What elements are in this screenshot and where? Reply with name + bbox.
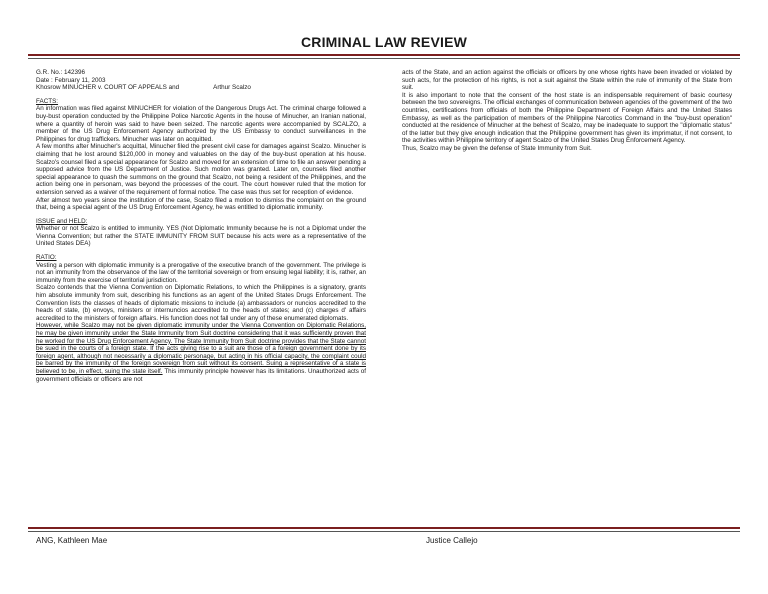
header-rule-thin bbox=[28, 58, 740, 59]
ratio-continuation: This immunity principle however has its limitations. Unauthorized acts of government officials or officers are not bbox=[36, 367, 366, 383]
header-rule bbox=[28, 54, 740, 56]
footer-justice: Justice Callejo bbox=[426, 536, 478, 545]
facts-paragraph: After almost two years since the institution of the case, Scalzo filed a motion to dismiss the complaint on the ground that, being a special agent of the US Drug Enforcement Agency, he was entitled to diplomatic immunity. bbox=[36, 196, 366, 212]
footer-rule-thin bbox=[28, 531, 740, 532]
party-respondent: Arthur Scalzo bbox=[213, 84, 251, 92]
left-column bbox=[36, 69, 366, 383]
underlined-holding: However, while Scalzo may not be given diplomatic immunity under the Vienna Convention on Diplomatic Relations, he may be given immunity under the State Immunity from Suit doctrine considering that it was sufficiently proven that he worked for the US Drug Enforcement Agency. The State Immunity from Suit doctrine provides that the State cannot be sued in the courts of a foreign state. If the acts giving rise to a suit are those of a foreign government done by its foreign agent, although not necessarily a diplomatic personage, but acting in his official capacity, the complaint could be barred by the immunity of the foreign sovereign from suit without its consent. Suing a representative of a state is believed to be, in effect, suing the state itself. bbox=[36, 322, 366, 375]
facts-paragraph: An information was filed against MINUCHER for violation of the Dangerous Drugs Act. The criminal charge followed a buy-bust operation conducted by the Philippine Police Narcotic Agents in the house of Minucher, an Iranian national, where a quantity of heroin was said to have been seized. The narcotic agents were accompanied by SCALZO, a member of the US Drug Enforcement Agency authorized by the US Embassy to conduct surveillances in the Philippines for drug traffickers. Minucher was later on acquitted. bbox=[36, 105, 366, 143]
ratio-paragraph: Vesting a person with diplomatic immunity is a prerogative of the executive branch of the government. The privilege is not an immunity from the observance of the law of the territorial sovereign or from ensuing legal liability; it is, rather, an immunity from the exercise of territorial jurisdiction. bbox=[36, 261, 366, 284]
document-title: CRIMINAL LAW REVIEW bbox=[300, 34, 468, 50]
right-paragraph: Thus, Scalzo may be given the defense of State Immunity from Suit. bbox=[402, 144, 592, 152]
issue-heading: ISSUE and HELD: bbox=[36, 217, 88, 225]
right-paragraph: It is also important to note that the consent of the host state is an indispensable requirement of basic courtesy between the two sovereigns. The official exchanges of communication between agencies of the government of the two countries, certifications from officials of both the Philippine Department of Foreign Affairs and the United States Embassy, as well as the participation of members of the Philippine Narcotics Command in the "buy-bust operation" conducted at the residence of Minucher at the behest of Scalzo, may be inadequate to support the "diplomatic status" of the latter but they give enough indication that the Philippine government has given its imprimatur, if not consent, to the activities within Philippine territory of agent Scalzo of the United States Drug Enforcement Agency. bbox=[402, 91, 732, 145]
ratio-paragraph: Scalzo contends that the Vienna Convention on Diplomatic Relations, to which the Philippines is a signatory, grants him absolute immunity from suit, describing his functions as an agent of the United States Drugs Enforcement. The Convention lists the classes of heads of diplomatic missions to include (a) ambassadors or nuncios accredited to the heads of state, (b) envoys, ministers or internuncios accredited to the heads of states; and (c) charges d' affairs accredited to the ministers of foreign affairs. His function does not fall under any of these enumerated diplomats. bbox=[36, 284, 366, 322]
right-column bbox=[402, 69, 732, 153]
facts-paragraph: A few months after Minucher's acquittal, Minucher filed the present civil case for damages against Scalzo. Minucher is claiming that he lost around $120,000 in money and valuables on the day of the buy-bust operation at his house. Scalzo's counsel filed a special appearance for Scalzo and moved for an extension of time to file an answer pending a supposed advice from the US Department of Justice. Such motion was granted. Later on, counsels filed another special appearance to quash the summons on the ground that Scalzo, not being a resident of the Philippines, and the action being one in personam, was beyond the processes of the court. The court however ruled that the motion for extension served as a waiver of the requirement of formal notice. The case was thus set for reception of evidence. bbox=[36, 143, 366, 196]
decision-date: Date : February 11, 2003 bbox=[36, 76, 106, 84]
facts-heading: FACTS: bbox=[36, 97, 59, 105]
footer-author: ANG, Kathleen Mae bbox=[36, 536, 108, 545]
party-petitioner: Khosrow MINUCHER v. COURT OF APPEALS and bbox=[36, 84, 180, 92]
case-parties bbox=[36, 84, 366, 92]
ratio-paragraph-held bbox=[36, 322, 366, 383]
right-paragraph: acts of the State, and an action against the officials or officers by one whose rights have been invaded or violated by such acts, for the protection of his rights, is not a suit against the State within the rule of immunity of the State from suit. bbox=[402, 69, 732, 92]
issue-paragraph: Whether or not Scalzo is entitled to immunity. YES (Not Diplomatic Immunity because he is not a Diplomat under the Vienna Convention; but rather the STATE IMMUNITY FROM SUIT because his acts were as a representative of the United States DEA) bbox=[36, 225, 366, 248]
footer-rule bbox=[28, 527, 740, 529]
gr-number: G.R. No.: 142396 bbox=[36, 69, 86, 76]
ratio-heading: RATIO: bbox=[36, 254, 57, 262]
